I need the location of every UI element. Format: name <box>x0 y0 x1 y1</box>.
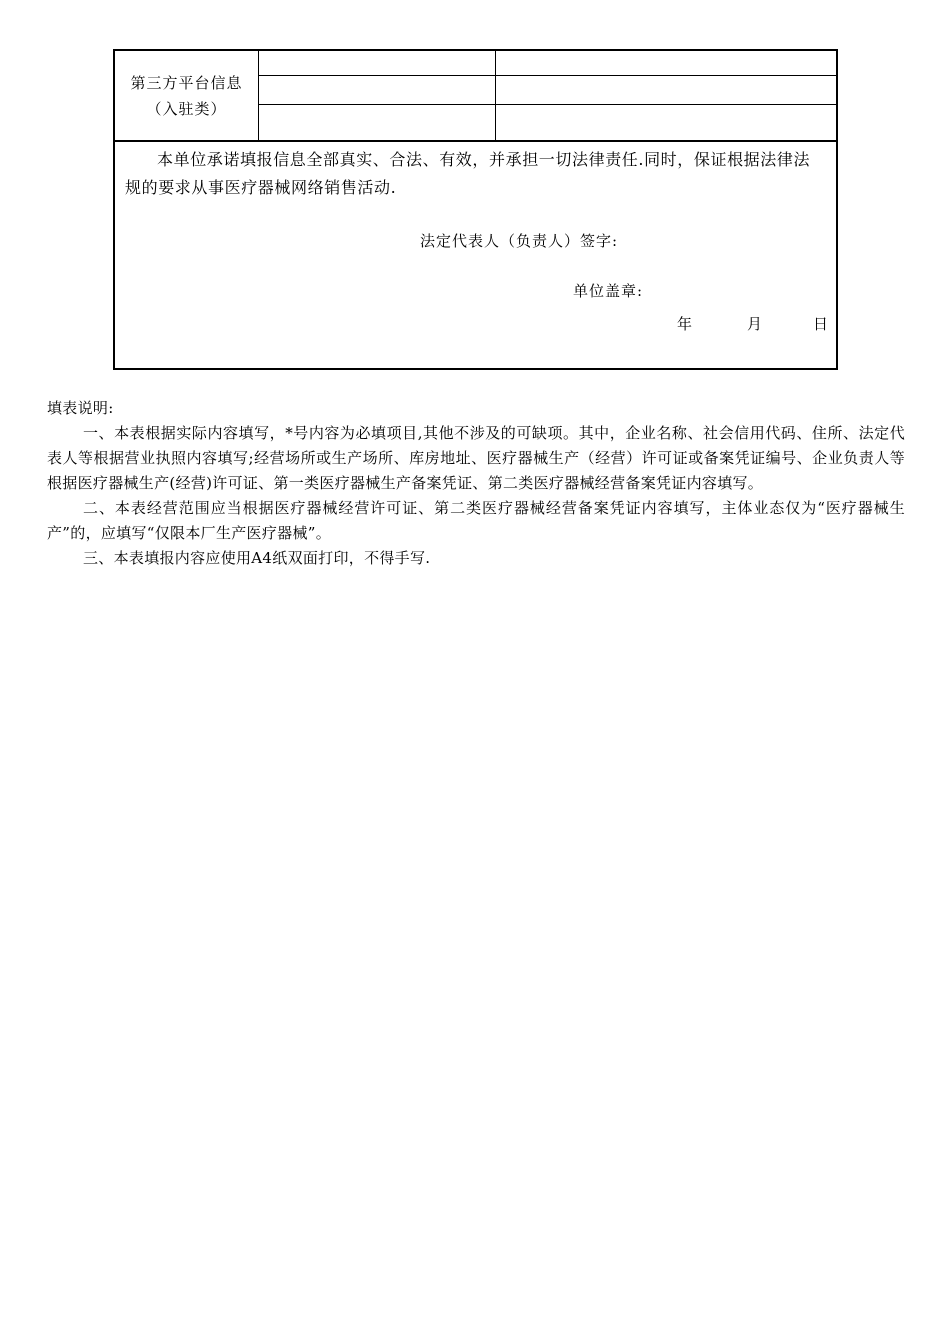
platform-info-cell[interactable] <box>259 105 496 140</box>
platform-info-cell[interactable] <box>496 105 836 140</box>
instruction-item: 二、本表经营范围应当根据医疗器械经营许可证、第二类医疗器械经营备案凭证内容填写，主体业态仅为“医疗器械生产”的，应填写“仅限本厂生产医疗器械”。 <box>47 499 905 542</box>
platform-info-grid <box>259 51 836 140</box>
instructions-title: 填表说明: <box>47 399 114 417</box>
platform-info-row <box>259 76 836 105</box>
registration-form-table <box>113 49 838 370</box>
platform-info-row <box>259 105 836 140</box>
commitment-text: 本单位承诺填报信息全部真实、合法、有效，并承担一切法律责任.同时，保证根据法律法规的要求从事医疗器械网络销售活动. <box>125 150 811 197</box>
platform-info-cell[interactable] <box>496 51 836 75</box>
platform-info-row <box>259 51 836 76</box>
year-label: 年 <box>677 315 693 333</box>
legal-representative-signature-label: 法定代表人（负责人）签字: <box>420 232 619 250</box>
platform-info-cell[interactable] <box>259 76 496 104</box>
platform-info-cell[interactable] <box>259 51 496 75</box>
day-label: 日 <box>813 315 829 333</box>
platform-label: 第三方平台信息（入驻类） <box>130 73 243 118</box>
month-label: 月 <box>747 315 763 333</box>
platform-info-cell[interactable] <box>496 76 836 104</box>
unit-seal-label: 单位盖章: <box>573 282 644 300</box>
instruction-item: 一、本表根据实际内容填写，*号内容为必填项目,其他不涉及的可缺项。其中，企业名称、社会信用代码、住所、法定代表人等根据营业执照内容填写;经营场所或生产场所、库房地址、医疗器械生产（经营）许可证或备案凭证编号、企业负责人等根据医疗器械生产(经营)许可证、第一类医疗器械生产备案凭证、第二类医疗器械经营备案凭证内容填写。 <box>47 424 905 492</box>
filling-instructions <box>47 396 905 571</box>
instruction-item: 三、本表填报内容应使用A4纸双面打印，不得手写. <box>83 549 431 567</box>
third-party-platform-row <box>115 51 836 142</box>
platform-label-cell <box>115 51 259 140</box>
commitment-section <box>115 142 836 368</box>
